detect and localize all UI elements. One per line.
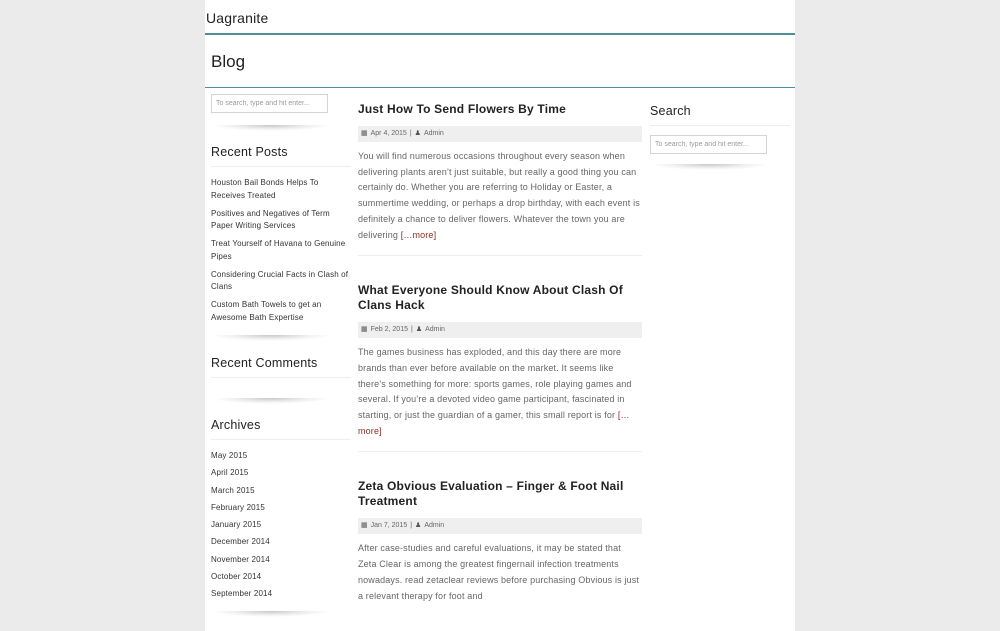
recent-post-link[interactable]: Considering Crucial Facts in Clash of Clans bbox=[211, 269, 349, 291]
archive-link[interactable]: April 2015 bbox=[211, 468, 249, 478]
search-widget bbox=[650, 94, 790, 170]
calendar-icon: ▦ bbox=[361, 522, 368, 530]
left-sidebar bbox=[211, 94, 351, 617]
recent-comments-widget bbox=[211, 356, 351, 404]
post-excerpt bbox=[358, 149, 642, 243]
site-header bbox=[205, 0, 795, 35]
page-header bbox=[205, 35, 795, 88]
recent-post-link[interactable]: Positives and Negatives of Term Paper Writing Services bbox=[211, 208, 330, 230]
archive-link[interactable]: September 2014 bbox=[211, 589, 273, 599]
post-excerpt-text: After case-studies and careful evaluations, it may be stated that Zeta Clear is among the greatest fingernail infection treatments nowadays. read zetaclear reviews before purchasing Obvious is just a relevant therapy for foot and bbox=[358, 543, 640, 601]
recent-post-link[interactable]: Custom Bath Towels to get an Awesome Bath Expertise bbox=[211, 300, 322, 322]
post-author[interactable]: Admin bbox=[423, 130, 444, 137]
page-container bbox=[205, 0, 795, 631]
post-meta bbox=[358, 322, 642, 338]
widget-divider bbox=[650, 164, 770, 170]
recent-posts-list bbox=[211, 177, 351, 324]
recent-posts-title: Recent Posts bbox=[211, 145, 351, 167]
user-icon: ♟ bbox=[415, 522, 422, 530]
recent-posts-widget bbox=[211, 145, 351, 341]
post-meta bbox=[358, 518, 642, 534]
recent-post-link[interactable]: Treat Yourself of Havana to Genuine Pipes bbox=[211, 239, 346, 261]
search-widget-title: Search bbox=[650, 104, 790, 126]
post-item bbox=[358, 256, 642, 452]
post-title-link[interactable]: Just How To Send Flowers By Time bbox=[358, 102, 566, 116]
read-more-link[interactable]: […more] bbox=[400, 229, 437, 240]
user-icon: ♟ bbox=[414, 130, 421, 137]
right-sidebar bbox=[650, 94, 790, 170]
page-title: Blog bbox=[211, 52, 246, 71]
archives-widget bbox=[211, 418, 351, 617]
post-excerpt-text: You will find numerous occasions throughout every season when delivering plants aren’t just suitable, but really a good thing you can certainly do. Whether you are referring to Holiday or Easter, a summertime wedding, or perhaps a drop birthday, with each event is definitely a chance to deliver flowers. Whatever the town you are delivering bbox=[358, 151, 640, 240]
calendar-icon: ▦ bbox=[361, 326, 368, 334]
recent-post-link[interactable]: Houston Bail Bonds Helps To Receives Treated bbox=[211, 178, 319, 200]
post-date[interactable]: Feb 2, 2015 bbox=[370, 326, 408, 334]
post-meta bbox=[358, 126, 642, 142]
meta-separator: | bbox=[410, 522, 413, 530]
post-date[interactable]: Jan 7, 2015 bbox=[370, 522, 408, 530]
post-author[interactable]: Admin bbox=[424, 522, 445, 530]
recent-comments-title: Recent Comments bbox=[211, 356, 351, 378]
archive-link[interactable]: December 2014 bbox=[211, 537, 270, 547]
archives-title: Archives bbox=[211, 418, 351, 440]
read-more-link[interactable]: […more] bbox=[358, 410, 630, 436]
left-search-input[interactable] bbox=[211, 94, 328, 113]
meta-separator: | bbox=[409, 130, 412, 137]
post-item bbox=[358, 94, 642, 256]
archive-link[interactable]: May 2015 bbox=[211, 451, 248, 460]
post-excerpt-text: The games business has exploded, and this day there are more brands than ever before available on the market. It seems like there’s something for more: sports games, role playing games and several. If you’re a devoted video game participant, fascinated in starting, or just the guardian of a gamer, this small report is for bbox=[358, 347, 632, 421]
widget-divider bbox=[211, 611, 331, 617]
post-excerpt bbox=[358, 541, 642, 604]
post-author[interactable]: Admin bbox=[425, 326, 445, 334]
widget-divider bbox=[211, 335, 331, 341]
calendar-icon: ▦ bbox=[361, 130, 368, 137]
meta-separator: | bbox=[411, 326, 413, 334]
post-date[interactable]: Apr 4, 2015 bbox=[370, 130, 407, 137]
post-title-link[interactable]: Zeta Obvious Evaluation – Finger & Foot Nail Treatment bbox=[358, 479, 624, 509]
post-title-link[interactable]: What Everyone Should Know About Clash Of Clans Hack bbox=[358, 283, 623, 313]
archive-link[interactable]: November 2014 bbox=[211, 554, 270, 564]
archive-link[interactable]: October 2014 bbox=[211, 572, 262, 582]
post-item bbox=[358, 452, 642, 604]
archive-link[interactable]: January 2015 bbox=[211, 520, 262, 530]
archive-link[interactable]: March 2015 bbox=[211, 485, 255, 495]
widget-divider bbox=[211, 398, 331, 404]
site-title[interactable]: Uagranite bbox=[206, 10, 269, 26]
widget-divider bbox=[211, 125, 331, 131]
archives-list bbox=[211, 450, 351, 601]
post-list bbox=[358, 94, 642, 604]
user-icon: ♟ bbox=[415, 326, 423, 334]
archive-link[interactable]: February 2015 bbox=[211, 502, 265, 512]
right-search-input[interactable] bbox=[650, 135, 767, 154]
post-excerpt bbox=[358, 345, 642, 439]
